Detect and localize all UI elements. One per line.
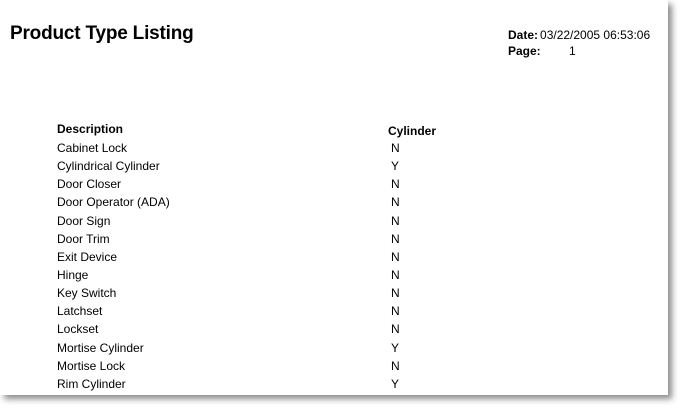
description-cell: Mortise Lock	[57, 358, 126, 373]
table-row	[57, 212, 436, 230]
page-row	[508, 43, 650, 59]
cylinder-cell: Y	[391, 376, 400, 391]
cylinder-cell: N	[391, 304, 400, 319]
table-row	[57, 175, 436, 193]
description-cell: Key Switch	[57, 286, 117, 301]
report-meta	[508, 27, 650, 59]
description-cell: Door Trim	[57, 231, 110, 246]
date-row	[508, 27, 650, 43]
cylinder-cell: N	[391, 249, 400, 264]
table-row	[57, 357, 436, 375]
table-row	[57, 320, 436, 338]
description-cell: Cylindrical Cylinder	[57, 159, 160, 174]
table-row	[57, 157, 436, 175]
description-cell: Rim Cylinder	[57, 376, 126, 391]
table-row	[57, 193, 436, 211]
description-cell: Mortise Cylinder	[57, 340, 144, 355]
description-cell: Door Operator (ADA)	[57, 195, 170, 210]
date-value: 03/22/2005 06:53:06	[540, 28, 651, 42]
table-row	[57, 230, 436, 248]
report-title: Product Type Listing	[10, 23, 194, 44]
table-row	[57, 375, 436, 393]
table-row	[57, 248, 436, 266]
cylinder-cell: N	[391, 267, 400, 282]
cylinder-cell: N	[391, 195, 400, 210]
description-cell: Door Closer	[57, 177, 122, 192]
page-label: Page:	[508, 44, 541, 58]
cylinder-cell: N	[391, 358, 400, 373]
description-cell: Lockset	[57, 322, 99, 337]
table-row	[57, 302, 436, 320]
column-header-cylinder: Cylinder	[388, 124, 437, 138]
cylinder-cell: N	[391, 231, 400, 246]
date-label: Date:	[508, 28, 539, 42]
cylinder-cell: N	[391, 322, 400, 337]
table-row	[57, 266, 436, 284]
table-row	[57, 284, 436, 302]
table-row	[57, 339, 436, 357]
description-cell: Door Sign	[57, 213, 111, 228]
cylinder-cell: N	[391, 141, 400, 155]
cylinder-cell: Y	[391, 159, 400, 174]
cylinder-cell: N	[391, 177, 400, 192]
cylinder-cell: N	[391, 286, 400, 301]
table-header	[57, 121, 436, 139]
column-header-description: Description	[57, 122, 124, 136]
table-row	[57, 139, 436, 157]
cylinder-cell: N	[391, 213, 400, 228]
table-body	[57, 139, 436, 393]
cylinder-cell: Y	[391, 340, 400, 355]
description-cell: Cabinet Lock	[57, 141, 128, 155]
product-type-table	[57, 121, 436, 393]
description-cell: Hinge	[57, 267, 89, 282]
description-cell: Latchset	[57, 304, 103, 319]
page-number: 1	[569, 44, 576, 58]
description-cell: Exit Device	[57, 249, 118, 264]
